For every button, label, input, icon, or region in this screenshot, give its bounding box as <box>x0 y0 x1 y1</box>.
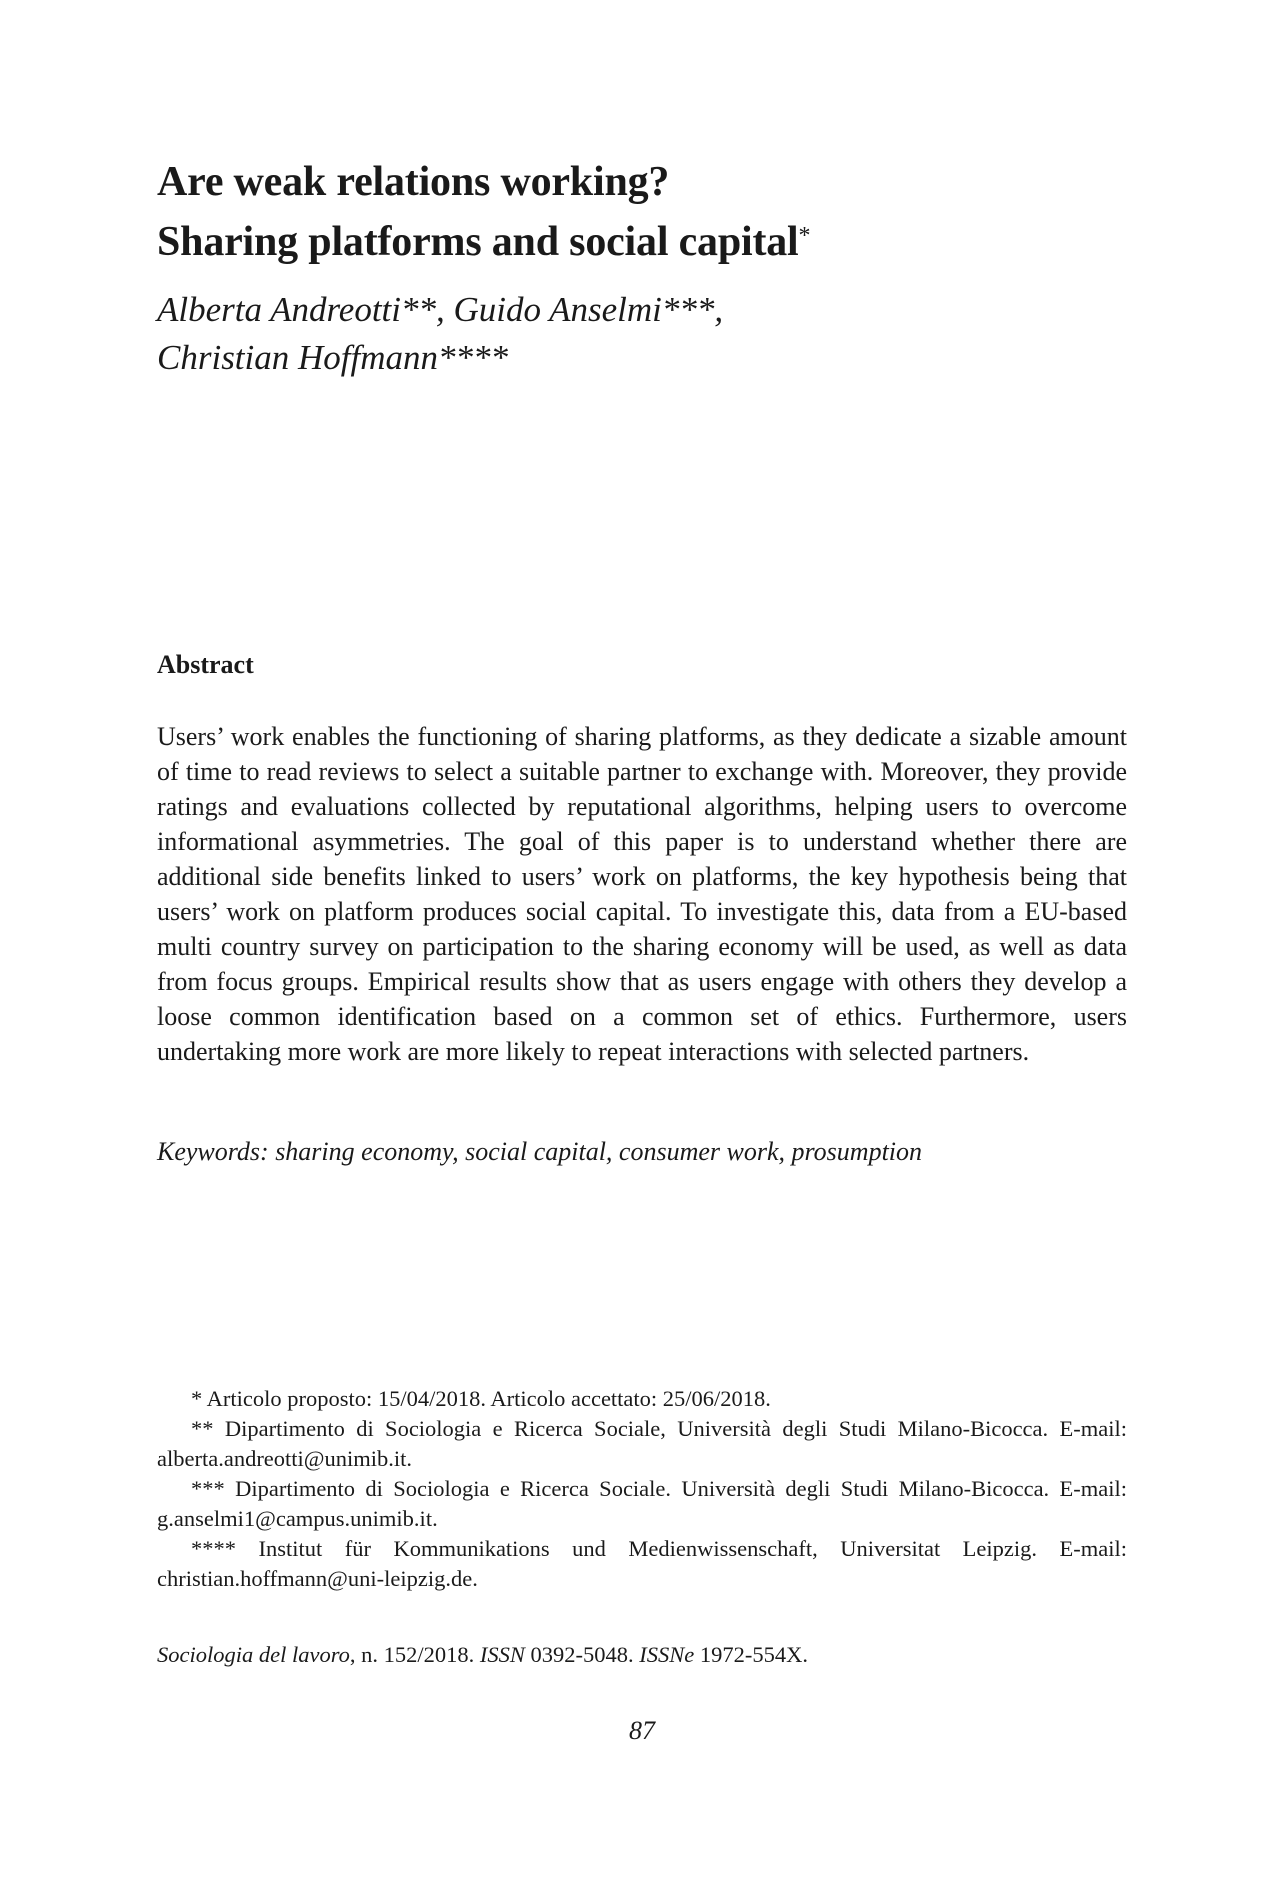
authors-line-2: Christian Hoffmann**** <box>157 338 509 377</box>
footnote-author-1: ** Dipartimento di Sociologia e Ricerca Sociale, Università degli Studi Milano-Bicocca. E-mail: alberta.andreotti@unimib.it. <box>157 1416 1127 1471</box>
abstract-text: Users’ work enables the functioning of sharing platforms, as they dedicate a sizable amount of time to read reviews to select a suitable partner to exchange with. Moreover, they provide ratings and evaluations collected by reputational algorithms, helping users to overcome informational asymmetries. The goal of this paper is to understand whether there are additional side benefits linked to users’ work on platforms, the key hypothesis being that users’ work on platform produces social capital. To investigate this, data from a EU-based multi country survey on participation to the sharing economy will be used, as well as data from focus groups. Empirical results show that as users engage with others they develop a loose common identification based on a common set of ethics. Furthermore, users undertaking more work are more likely to repeat interactions with selected partners. <box>157 722 1127 1066</box>
issn-value: 0392-5048. <box>524 1642 640 1667</box>
footnotes <box>157 1384 1127 1594</box>
paper-page <box>157 0 1127 1900</box>
journal-issue: , n. 152/2018. <box>349 1642 480 1667</box>
journal-name: Sociologia del lavoro <box>157 1642 350 1667</box>
footnote-author-2: *** Dipartimento di Sociologia e Ricerca Sociale. Università degli Studi Milano-Bicocca. E-mail: g.anselmi1@campus.unimib.it. <box>157 1476 1127 1531</box>
abstract-heading: Abstract <box>157 650 254 679</box>
title-line-2-text: Sharing platforms and social capital <box>157 219 799 265</box>
issne-value: 1972-554X. <box>694 1642 809 1667</box>
journal-citation <box>157 1640 1127 1670</box>
authors-line-1: Alberta Andreotti**, Guido Anselmi***, <box>157 290 724 329</box>
issn-label: ISSN <box>479 1642 525 1667</box>
footnote-author-3: **** Institut für Kommunikations und Medienwissenschaft, Universitat Leipzig. E-mail: christian.hoffmann@uni-leipzig.de. <box>157 1536 1127 1591</box>
title-line-2 <box>157 209 1127 269</box>
page-number: 87 <box>629 1716 655 1745</box>
title-footnote-mark: * <box>798 223 811 249</box>
paper-title <box>157 155 1127 269</box>
footnote-submission-dates: * Articolo proposto: 15/04/2018. Articolo accettato: 25/06/2018. <box>191 1386 771 1411</box>
title-line-1: Are weak relations working? <box>157 159 670 205</box>
author-list <box>157 286 1127 382</box>
issne-label: ISSNe <box>639 1642 695 1667</box>
keywords: Keywords: sharing economy, social capital, consumer work, prosumption <box>157 1137 923 1166</box>
